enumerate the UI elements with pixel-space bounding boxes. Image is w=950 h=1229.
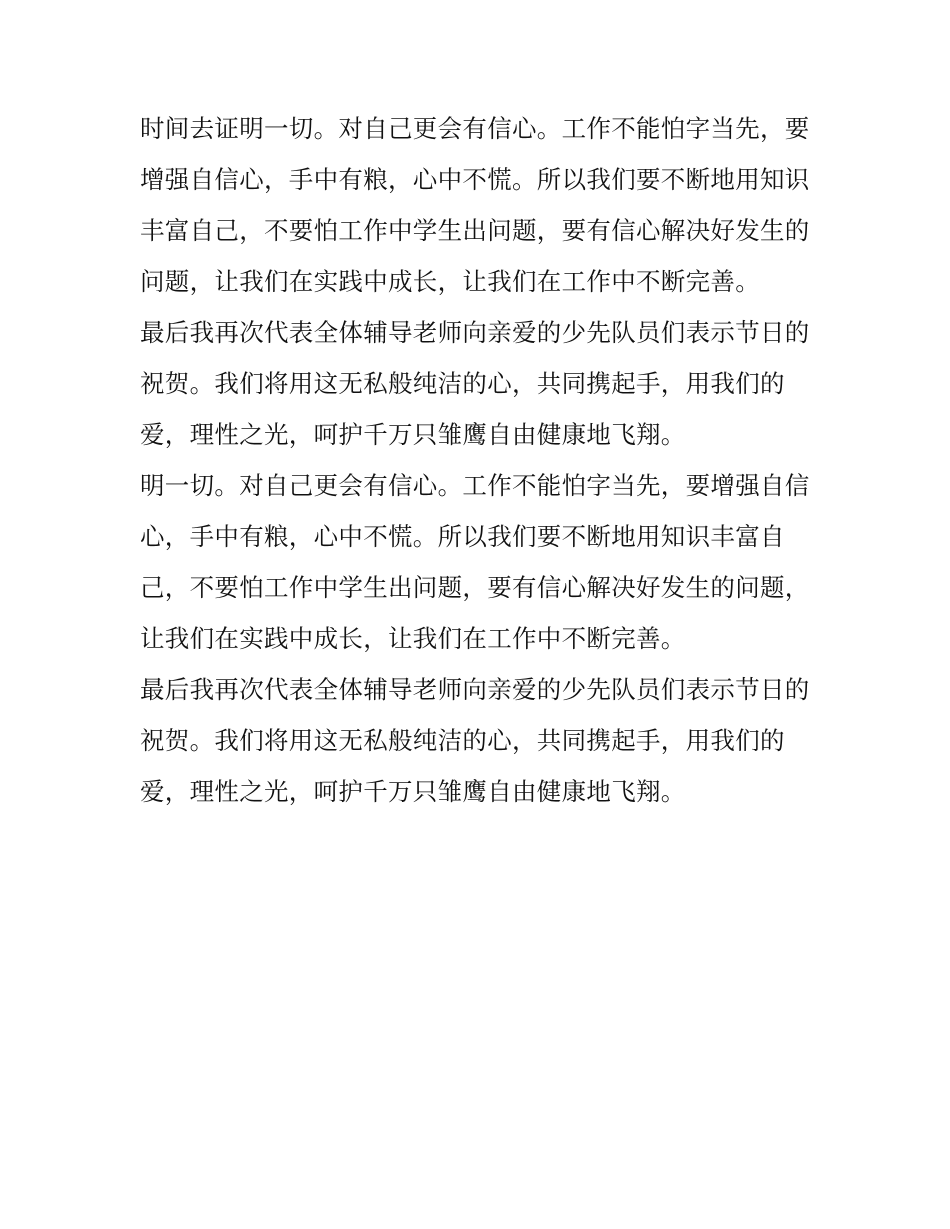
text-line: 明一切。对自己更会有信心。工作不能怕字当先，要增强自信 <box>140 471 810 500</box>
paragraph-1 <box>140 103 820 307</box>
text-line: 最后我再次代表全体辅导老师向亲爱的少先队员们表示节日的 <box>140 318 810 347</box>
text-line: 己，不要怕工作中学生出问题，要有信心解决好发生的问题， <box>140 573 810 602</box>
paragraph-4 <box>140 664 820 817</box>
text-line: 爱，理性之光，呵护千万只雏鹰自由健康地飞翔。 <box>140 777 686 806</box>
text-line: 问题，让我们在实践中成长，让我们在工作中不断完善。 <box>140 267 760 296</box>
text-line: 丰富自己，不要怕工作中学生出问题，要有信心解决好发生的 <box>140 216 810 245</box>
text-line: 祝贺。我们将用这无私般纯洁的心，共同携起手，用我们的 <box>140 369 785 398</box>
text-line: 让我们在实践中成长，让我们在工作中不断完善。 <box>140 624 686 653</box>
document-body <box>140 103 820 817</box>
text-line: 增强自信心，手中有粮，心中不慌。所以我们要不断地用知识 <box>140 165 810 194</box>
paragraph-2 <box>140 307 820 460</box>
text-line: 祝贺。我们将用这无私般纯洁的心，共同携起手，用我们的 <box>140 726 785 755</box>
text-line: 时间去证明一切。对自己更会有信心。工作不能怕字当先，要 <box>140 114 810 143</box>
paragraph-3 <box>140 460 820 664</box>
text-line: 最后我再次代表全体辅导老师向亲爱的少先队员们表示节日的 <box>140 675 810 704</box>
text-line: 心，手中有粮，心中不慌。所以我们要不断地用知识丰富自 <box>140 522 785 551</box>
text-line: 爱，理性之光，呵护千万只雏鹰自由健康地飞翔。 <box>140 420 686 449</box>
